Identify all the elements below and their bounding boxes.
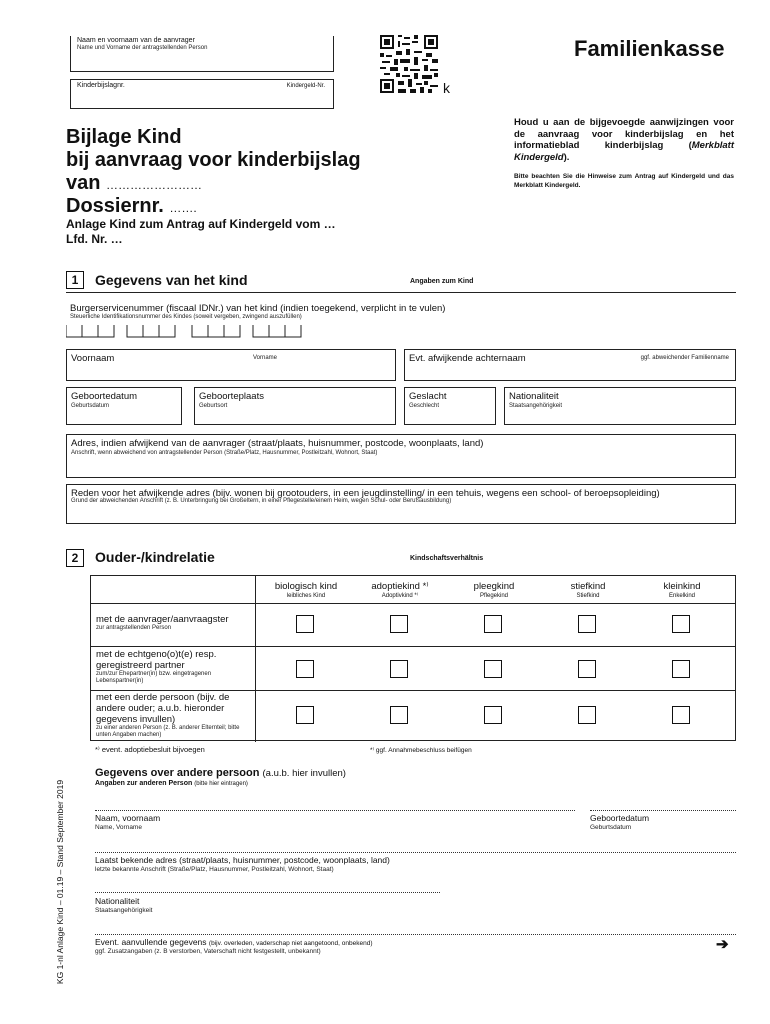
- row-derde-label-de: zu einer anderen Person (z. B. anderer Elternteil; bitte unten Angaben machen): [96, 725, 240, 738]
- other-person-title-hint: (a.u.b. hier invullen): [262, 768, 346, 779]
- row-partner-label-de: zum/zur Ehepartner(in) bzw. eingetragenen Lebenspartner(in): [96, 671, 212, 684]
- col-pleeg-label: pleegkind: [473, 581, 515, 592]
- qr-code-image: [380, 35, 438, 93]
- col-adoptie-label: adoptiekind *⁾: [371, 581, 429, 592]
- col-biologisch: [259, 581, 353, 600]
- kinderbijslag-number-label: Kinderbijslagnr.: [77, 82, 125, 89]
- other-nat-label-de: Staatsangehörigkeit: [95, 907, 153, 914]
- checkbox-derde-klein[interactable]: [672, 706, 690, 724]
- col-adoptie: [353, 581, 447, 600]
- bsn-digit-boxes[interactable]: [66, 323, 326, 339]
- geboortedatum-label-de: Geburtsdatum: [71, 403, 110, 409]
- nat-dotline[interactable]: [95, 892, 440, 893]
- other-extra-label-text: Event. aanvullende gegevens: [95, 937, 207, 947]
- achternaam-label-de: ggf. abweichender Familienname: [640, 355, 729, 361]
- applicant-name-field[interactable]: [70, 36, 334, 72]
- geboortedatum-dotline[interactable]: [590, 810, 736, 811]
- relation-table: [90, 575, 736, 741]
- checkbox-aanvrager-adoptie[interactable]: [390, 615, 408, 633]
- geboorteplaats-field[interactable]: [194, 387, 396, 425]
- other-extra-label-hint: (bijv. overleden, vaderschap niet aangetoond, onbekend): [208, 940, 373, 947]
- notice-de: Bitte beachten Sie die Hinweise zum Antrag auf Kindergeld und das Merkblatt Kindergeld.: [514, 173, 734, 189]
- section1-title: Gegevens van het kind: [95, 272, 248, 288]
- kindergeld-number-label: Kindergeld-Nr.: [286, 83, 325, 89]
- voornaam-label-de: Vorname: [253, 355, 278, 361]
- reden-field[interactable]: [66, 484, 736, 524]
- kinderbijslag-number-field[interactable]: [70, 79, 334, 109]
- title-line4: [66, 195, 197, 218]
- row-derde-label: met een derde persoon (bijv. de andere ouder; a.u.b. hieronder gegevens invullen): [96, 692, 230, 725]
- other-naam-label: Naam, voornaam: [95, 813, 161, 823]
- checkbox-derde-adoptie[interactable]: [390, 706, 408, 724]
- checkbox-partner-pleeg[interactable]: [484, 660, 502, 678]
- checkbox-partner-klein[interactable]: [672, 660, 690, 678]
- adres-field[interactable]: [66, 434, 736, 478]
- nationaliteit-label: Nationaliteit: [509, 391, 559, 402]
- checkbox-derde-stief[interactable]: [578, 706, 596, 724]
- col-stief: [541, 581, 635, 600]
- col-klein-label: kleinkind: [663, 581, 701, 592]
- geboorteplaats-label: Geboorteplaats: [199, 391, 264, 402]
- bsn-field[interactable]: [66, 292, 736, 345]
- col-biologisch-label: biologisch kind: [274, 581, 338, 592]
- title-van-dots[interactable]: ……………………: [106, 178, 203, 192]
- title-line1: Bijlage Kind: [66, 126, 182, 148]
- section1-title-de: Angaben zum Kind: [410, 278, 474, 285]
- title-line3: [66, 172, 202, 195]
- section2-title-de: Kindschaftsverhältnis: [410, 555, 484, 562]
- other-extra-label-de: ggf. Zusatzangaben (z. B verstorben, Vaterschaft nicht festgestellt, unbekannt): [95, 948, 321, 955]
- geslacht-label: Geslacht: [409, 391, 447, 402]
- title-dossiernr: Dossiernr.: [66, 195, 164, 217]
- other-geb-label: Geboortedatum: [590, 813, 650, 823]
- checkbox-aanvrager-pleeg[interactable]: [484, 615, 502, 633]
- col-adoptie-label-de: Adoptivkind *⁾: [381, 593, 419, 599]
- col-pleeg: [447, 581, 541, 600]
- geboortedatum-field[interactable]: [66, 387, 182, 425]
- voornaam-label: Voornaam: [71, 353, 115, 364]
- geslacht-field[interactable]: [404, 387, 496, 425]
- other-adres-label: Laatst bekende adres (straat/plaats, huisnummer, postcode, woonplaats, land): [95, 855, 390, 865]
- other-person-title-de-hint: (bitte hier eintragen): [194, 781, 248, 787]
- checkbox-aanvrager-stief[interactable]: [578, 615, 596, 633]
- title-van: van: [66, 172, 101, 194]
- row-derde: [96, 692, 254, 739]
- other-person-title-text: Gegevens over andere persoon: [95, 767, 260, 779]
- next-page-arrow-icon: ➔: [716, 936, 729, 953]
- other-naam-label-de: Name, Vorname: [95, 824, 142, 831]
- applicant-name-label: Naam en voornaam van de aanvrager: [77, 37, 195, 44]
- applicant-name-label-de: Name und Vorname der antragstellenden Person: [77, 45, 208, 51]
- k-marker: k: [443, 80, 450, 96]
- other-person-title: [95, 767, 346, 779]
- title-de-line1: Anlage Kind zum Antrag auf Kindergeld vom …: [66, 217, 336, 231]
- form-code-side-text: KG 1-nl Anlage Kind – 01.19 – Stand September 2019: [55, 779, 65, 985]
- checkbox-partner-biologisch[interactable]: [296, 660, 314, 678]
- other-adres-label-de: letzte bekannte Anschrift (Straße/Platz, Hausnummer, Postleitzahl, Wohnort, Staat): [95, 866, 334, 873]
- row-partner-label: met de echtgeno(o)t(e) resp. geregistreerd partner: [96, 649, 217, 671]
- geslacht-label-de: Geschlecht: [409, 403, 440, 409]
- footnote-de: *⁾ ggf. Annahmebeschluss beifügen: [370, 747, 472, 754]
- notice-nl-suffix: ).: [563, 151, 570, 163]
- checkbox-derde-biologisch[interactable]: [296, 706, 314, 724]
- col-klein-label-de: Enkelkind: [668, 593, 695, 599]
- adres-label-de: Anschrift, wenn abweichend von antragstellender Person (Straße/Platz, Hausnummer, Postleitzahl, Wohnort, Staat): [71, 450, 378, 456]
- col-klein: [635, 581, 729, 600]
- other-person-title-de: [95, 780, 248, 787]
- col-stief-label-de: Stiefkind: [576, 593, 600, 599]
- title-line2: bij aanvraag voor kinderbijslag: [66, 149, 361, 171]
- section1-number: 1: [66, 271, 84, 289]
- adres-dotline[interactable]: [95, 852, 736, 853]
- notice-nl-text: Houd u aan de bijgevoegde aanwijzingen voor de aanvraag voor kinderbijslag en het informatieblad kinderbijslag (: [514, 117, 734, 151]
- nationaliteit-field[interactable]: [504, 387, 736, 425]
- geboortedatum-label: Geboortedatum: [71, 391, 138, 402]
- footnote-nl: *⁾ event. adoptiebesluit bijvoegen: [95, 745, 205, 754]
- checkbox-derde-pleeg[interactable]: [484, 706, 502, 724]
- achternaam-field[interactable]: [404, 349, 736, 381]
- naam-dotline[interactable]: [95, 810, 575, 811]
- checkbox-aanvrager-klein[interactable]: [672, 615, 690, 633]
- section2-number: 2: [66, 549, 84, 567]
- row-aanvrager-label: met de aanvrager/aanvraagster: [96, 614, 229, 625]
- agency-title: Familienkasse: [574, 36, 725, 61]
- section2-title: Ouder-/kindrelatie: [95, 549, 215, 565]
- other-extra-label: [95, 937, 372, 947]
- notice-nl-italic: Merkblatt Kindergeld: [514, 140, 734, 163]
- row-aanvrager: [96, 614, 251, 632]
- bsn-label-de: Steuerliche Identifikationsnummer des Kindes (soweit vergeben, zwingend auszufüllen): [70, 314, 302, 320]
- row-partner: [96, 649, 251, 685]
- voornaam-field[interactable]: [66, 349, 396, 381]
- adres-label: Adres, indien afwijkend van de aanvrager (straat/plaats, huisnummer, postcode, woonplaats, land): [71, 438, 484, 449]
- reden-label: Reden voor het afwijkende adres (bijv. wonen bij grootouders, in een jeugdinstelling/ in een tehuis, wegens een school- of beroepsopleiding): [71, 488, 660, 499]
- geboorteplaats-label-de: Geburtsort: [199, 403, 228, 409]
- reden-label-de: Grund der abweichenden Anschrift (z. B. Unterbringung bei Großeltern, in einer Pflegestelle/einem Heim, wegen Schul- oder Berufsausbildung): [71, 498, 452, 504]
- other-geb-label-de: Geburtsdatum: [590, 824, 632, 831]
- nationaliteit-label-de: Staatsangehörigkeit: [509, 403, 563, 409]
- row-aanvrager-label-de: zur antragstellenden Person: [96, 625, 172, 631]
- other-nat-label: Nationaliteit: [95, 896, 140, 906]
- bsn-label: Burgerservicenummer (fiscaal IDNr.) van het kind (indien toegekend, verplicht in te vulen): [70, 303, 446, 314]
- col-pleeg-label-de: Pflegekind: [479, 593, 509, 599]
- col-stief-label: stiefkind: [570, 581, 606, 592]
- achternaam-label: Evt. afwijkende achternaam: [409, 353, 526, 364]
- col-biologisch-label-de: leibliches Kind: [286, 593, 326, 599]
- title-dossiernr-dots[interactable]: …….: [169, 201, 197, 215]
- other-person-title-de-text: Angaben zur anderen Person: [95, 780, 193, 787]
- checkbox-partner-adoptie[interactable]: [390, 660, 408, 678]
- checkbox-aanvrager-biologisch[interactable]: [296, 615, 314, 633]
- checkbox-partner-stief[interactable]: [578, 660, 596, 678]
- title-de-line2: Lfd. Nr. …: [66, 232, 123, 246]
- notice-nl: [514, 117, 734, 163]
- extra-dotline[interactable]: [95, 934, 736, 935]
